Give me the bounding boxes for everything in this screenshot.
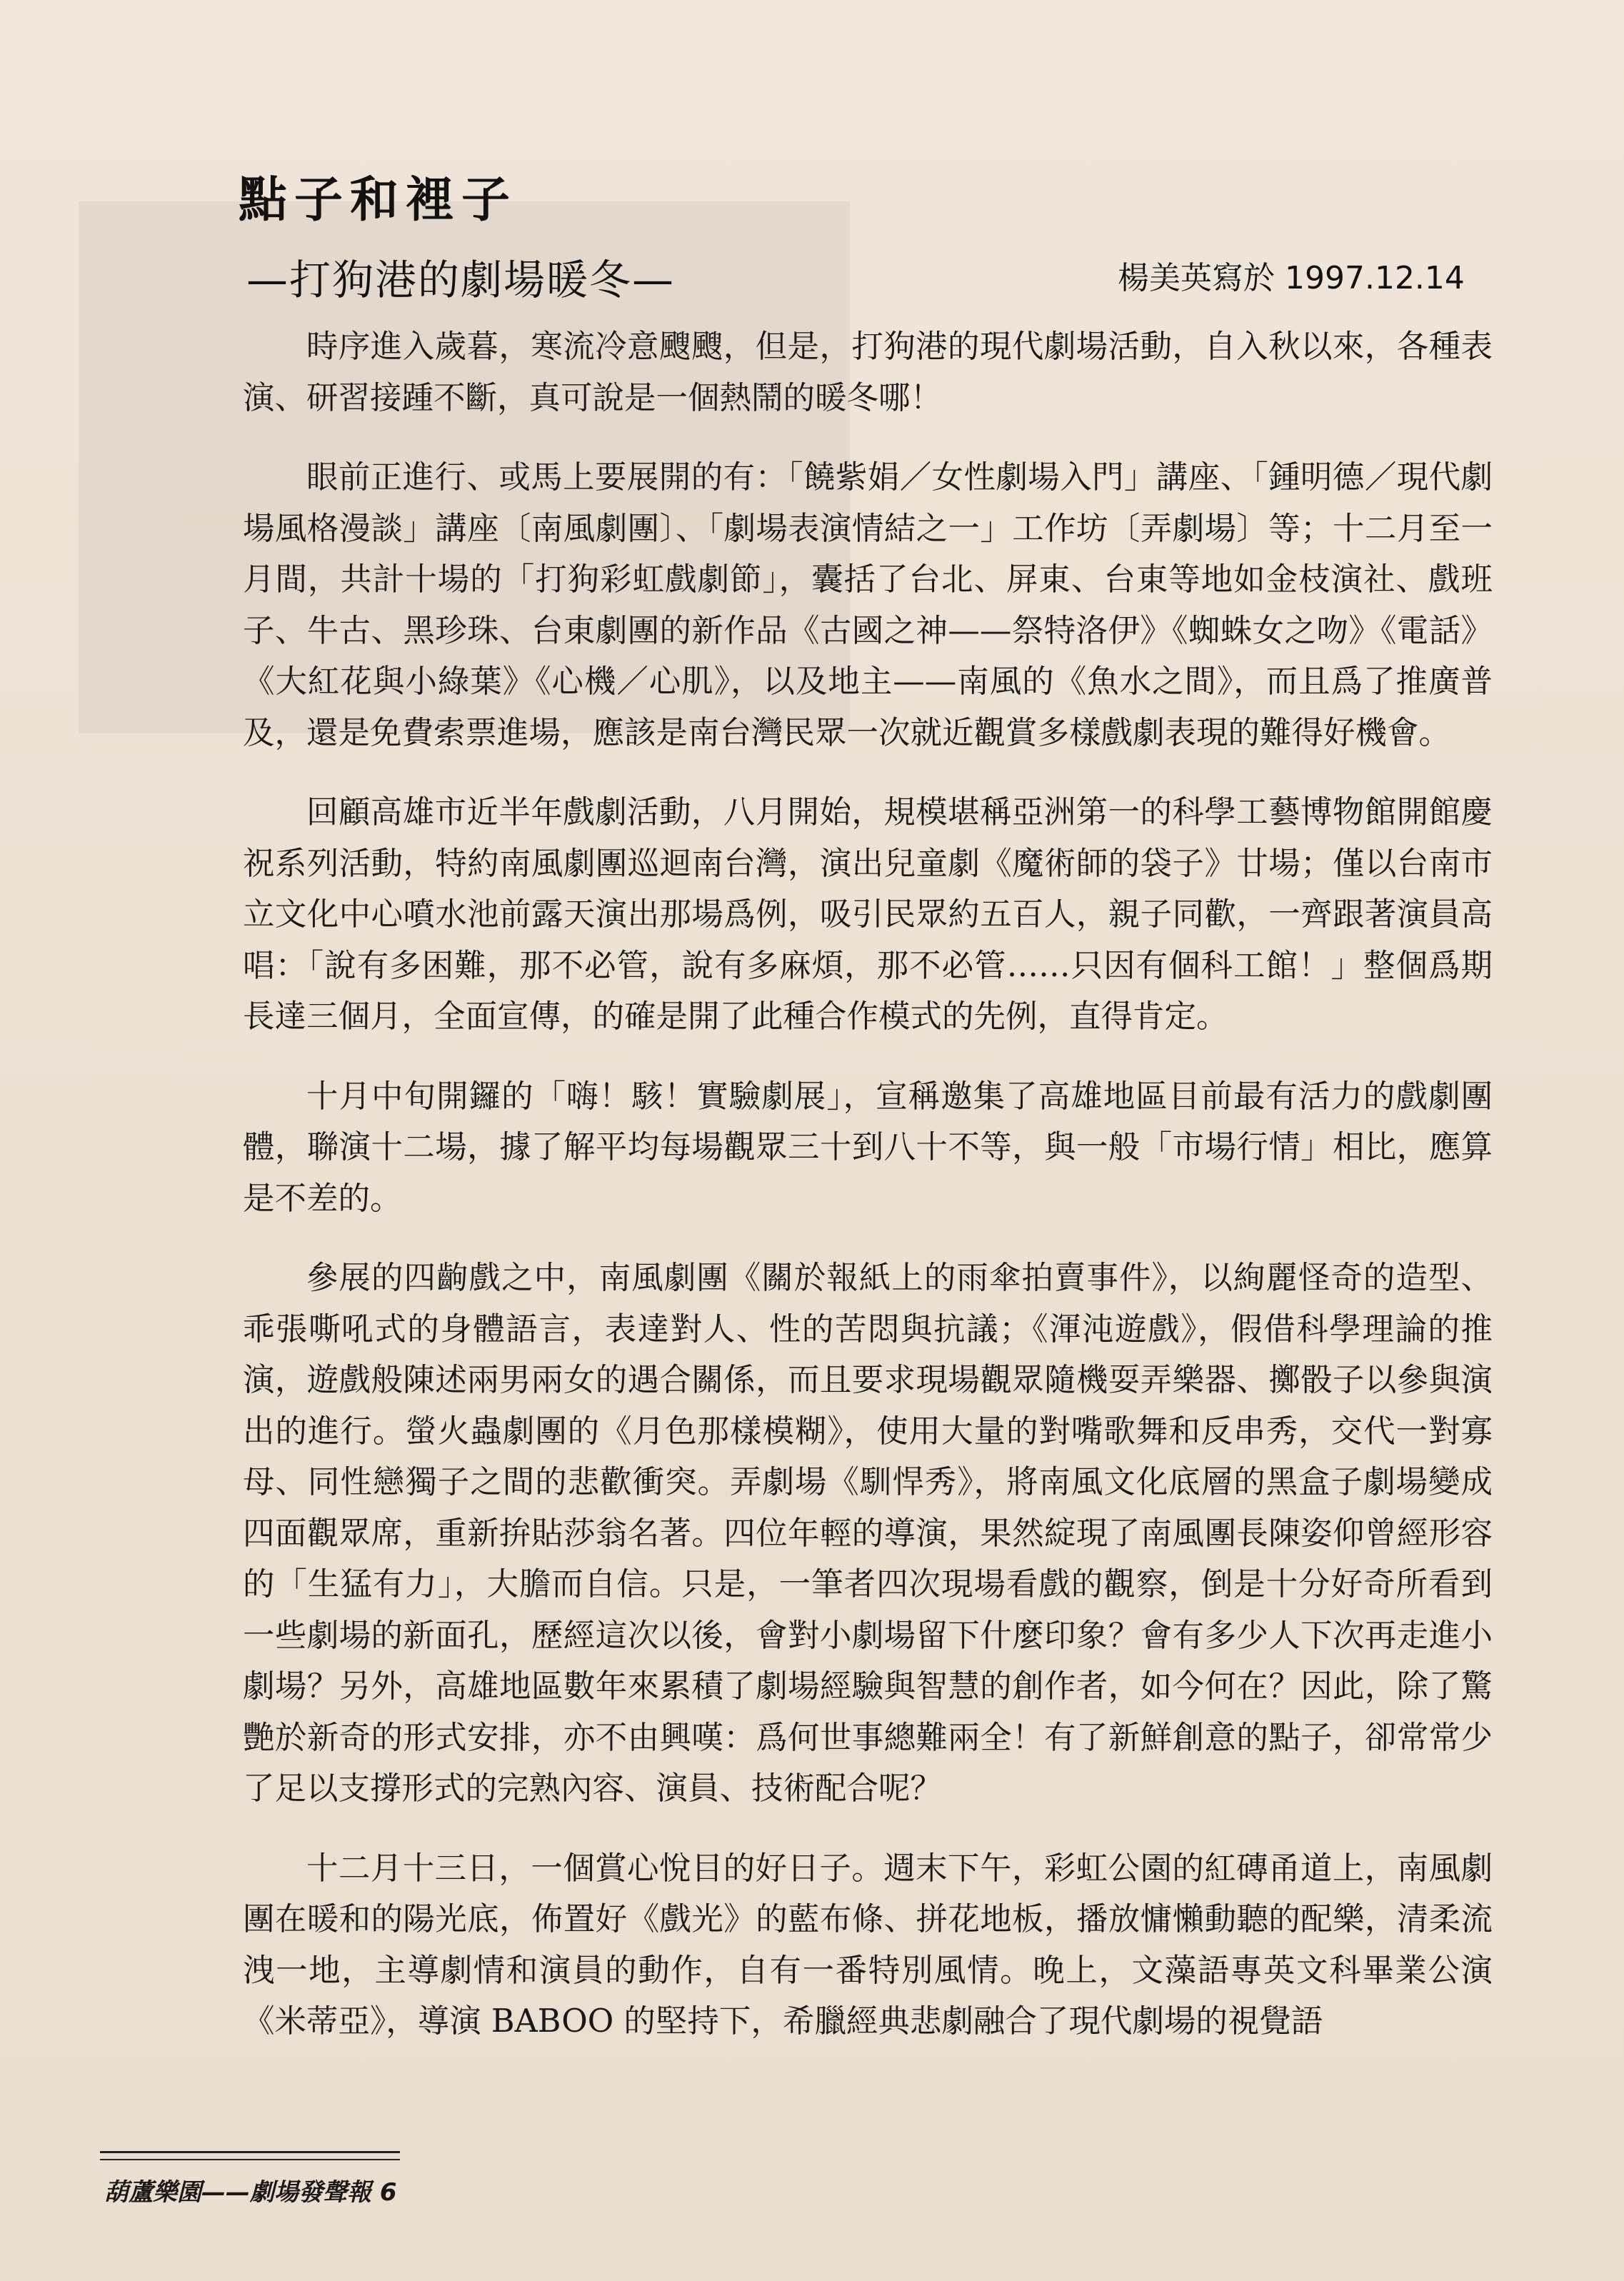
paragraph: 時序進入歲暮，寒流冷意颼颼，但是，打狗港的現代劇場活動，自入秋以來，各種表演、研習接踵不斷，真可說是一個熱鬧的暖冬哪！ bbox=[243, 329, 1493, 416]
author-byline: 楊美英寫於 1997.12.14 bbox=[1118, 260, 1465, 296]
paragraph: 參展的四齣戲之中，南風劇團《關於報紙上的雨傘拍賣事件》，以絢麗怪奇的造型、乖張嘶吼式的身體語言，表達對人、性的苦悶與抗議；《渾沌遊戲》，假借科學理論的推演，遊戲般陳述兩男兩女的遇合關係，而且要求現場觀眾隨機耍弄樂器、擲骰子以參與演出的進行。螢火蟲劇團的《月色那樣模糊》，使用大量的對嘴歌舞和反串秀，交代一對寡母、同性戀獨子之間的悲歡衝突。弄劇場《馴悍秀》，將南風文化底層的黑盒子劇場變成四面觀眾席，重新拚貼莎翁名著。四位年輕的導演，果然綻現了南風團長陳姿仰曾經形容的「生猛有力」，大膽而自信。只是，一筆者四次現場看戲的觀察，倒是十分好奇所看到一些劇場的新面孔，歷經這次以後，會對小劇場留下什麼印象？會有多少人下次再走進小劇場？另外，高雄地區數年來累積了劇場經驗與智慧的創作者，如今何在？因此，除了驚艷於新奇的形式安排，亦不由興嘆：爲何世事總難兩全！有了新鮮創意的點子，卻常常少了足以支撐形式的完熟內容、演員、技術配合呢？ bbox=[243, 1260, 1493, 1807]
footer-divider bbox=[100, 2151, 400, 2160]
article-body bbox=[243, 321, 1493, 2076]
paragraph: 十月中旬開鑼的「嗨！駭！實驗劇展」，宣稱邀集了高雄地區目前最有活力的戲劇團體，聯演十二場，據了解平均每場觀眾三十到八十不等，與一般「市場行情」相比，應算是不差的。 bbox=[243, 1078, 1493, 1217]
article-subtitle: —打狗港的劇場暖冬— bbox=[246, 256, 676, 304]
article-title: 點子和裡子 bbox=[239, 171, 518, 229]
paragraph: 回顧高雄市近半年戲劇活動，八月開始，規模堪稱亞洲第一的科學工藝博物館開館慶祝系列活動，特約南風劇團巡迴南台灣，演出兒童劇《魔術師的袋子》廿場；僅以台南市立文化中心噴水池前露天演出那場爲例，吸引民眾約五百人，親子同歡，一齊跟著演員高唱：「說有多困難，那不必管，說有多麻煩，那不必管……只因有個科工館！」整個爲期長達三個月，全面宣傳，的確是開了此種合作模式的先例，直得肯定。 bbox=[243, 794, 1493, 1035]
page-footer: 葫蘆樂園——劇場發聲報 6 bbox=[104, 2178, 397, 2207]
paragraph: 眼前正進行、或馬上要展開的有：「饒紫娟／女性劇場入門」講座、「鍾明德／現代劇場風格漫談」講座〔南風劇團〕、「劇場表演情結之一」工作坊〔弄劇場〕等；十二月至一月間，共計十場的「打狗彩虹戲劇節」，囊括了台北、屏東、台東等地如金枝演社、戲班子、牛古、黑珍珠、台東劇團的新作品《古國之神——祭特洛伊》《蜘蛛女之吻》《電話》《大紅花與小綠葉》《心機／心肌》，以及地主——南風的《魚水之間》，而且爲了推廣普及，還是免費索票進場，應該是南台灣民眾一次就近觀賞多樣戲劇表現的難得好機會。 bbox=[243, 459, 1493, 751]
paragraph: 十二月十三日，一個賞心悅目的好日子。週末下午，彩虹公園的紅磚甬道上，南風劇團在暖和的陽光底，佈置好《戲光》的藍布條、拼花地板，播放慵懶動聽的配樂，清柔流洩一地，主導劇情和演員的動作，自有一番特別風情。晚上，文藻語專英文科畢業公演《米蒂亞》，導演 BABOO 的堅持下，希臘經典悲劇融合了現代劇場的視覺語 bbox=[243, 1850, 1493, 2040]
